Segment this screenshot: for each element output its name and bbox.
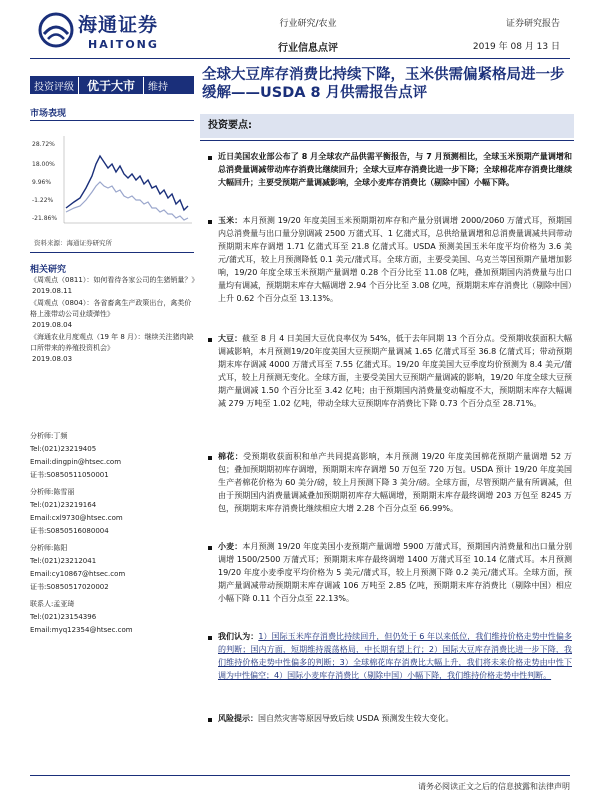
market-performance-chart <box>30 128 196 228</box>
report-date: 2019 年 08 月 13 日 <box>472 42 560 52</box>
related-title: 《周观点（0804）：各省畜禽生产政策出台，禽类价格上涨带动公司业绩弹性》 <box>30 299 192 318</box>
cotton-label: 棉花： <box>218 452 244 461</box>
corn-label: 玉米： <box>218 216 243 225</box>
analyst-cert: 证书:S0850517020002 <box>30 583 109 591</box>
summary-paragraph <box>218 150 572 189</box>
bullet-icon <box>208 456 212 460</box>
wheat-label: 小麦： <box>218 542 243 551</box>
analyst-tel: Tel:(021)23219164 <box>30 501 97 509</box>
cotton-text: 受预期收获面积和单产共同提高影响，本月预测 19/20 年度美国棉花预期产量调增 52 万包；叠加预期期初库存调增，预期期末库存调增 50 万包至 720 万包。USDA 预计 19/20 年度美国生产者棉花价格为 60 美分/磅，较上月预测下降 3 美分/磅。全球方面，尽管预期产量有所调减，但由于预期国内消费量调减叠加预期期初库存大幅调增，预期期末库存最终调增 203 万包至 8245 万包，预期期末库存消费比继续相应大增 2.28 个百分点至 66.99%。 <box>218 452 573 513</box>
analyst-email[interactable]: Email:cxl9730@htsec.com <box>30 514 123 522</box>
analyst-card <box>30 486 196 538</box>
cotton-paragraph <box>218 450 572 515</box>
report-subcategory: 行业信息点评 <box>278 43 338 54</box>
bullet-icon <box>208 636 212 640</box>
rating-status: 维持 <box>148 81 169 93</box>
rating-value: 优于大市 <box>78 77 144 94</box>
report-title: 全球大豆库存消费比持续下降，玉米供需偏紧格局进一步缓解——USDA 8 月供需报告点评 <box>202 67 565 101</box>
analyst-email[interactable]: Email:cy10867@htsec.com <box>30 570 126 578</box>
analyst-cert: 证书:S0850511050001 <box>30 471 109 479</box>
analyst-role: 分析师:陈雪丽 <box>30 488 75 496</box>
analyst-card <box>30 430 196 482</box>
rating-bar <box>30 76 194 94</box>
corn-paragraph <box>218 214 572 305</box>
sidebar-divider <box>30 252 194 253</box>
list-item[interactable] <box>30 275 199 297</box>
svg-text:9.96%: 9.96% <box>32 179 52 186</box>
soy-paragraph <box>218 332 572 410</box>
wheat-text: 本月预测 19/20 年度美国小麦预期产量调增 5900 万蒲式耳，预期国内消费量和出口量分别调增 1500/2500 万蒲式耳；预期期末库存最终调增 1400 万蒲式耳至 10.14 亿蒲式耳。本月预测 19/20 年度小麦季度平均价格为 5 美元/蒲式耳，较上月预测下降 0.2 美元/蒲式耳。全球方面，预期产量调减带动预期期末库存调减 106 万吨至 2.85 亿吨，预期期末库存消费比（剔除中国）相应小幅下降 0.11 个百分点至 22.13%。 <box>218 542 573 603</box>
report-category: 行业研究/农业 <box>279 19 337 29</box>
svg-text:18.00%: 18.00% <box>32 161 55 168</box>
rating-label: 投资评级 <box>34 81 74 93</box>
related-research-list <box>30 275 199 366</box>
report-category-block <box>248 16 368 54</box>
related-title: 《周观点（0811）：如何看待各家公司的生猪销量？》 <box>30 276 199 284</box>
main-divider <box>200 140 574 141</box>
analyst-list <box>30 430 196 641</box>
analyst-tel: Tel:(021)23219405 <box>30 445 97 453</box>
analyst-tel: Tel:(021)23154396 <box>30 613 97 621</box>
risk-label: 风险提示： <box>218 714 258 723</box>
header-divider <box>30 58 570 59</box>
disclaimer-footer: 请务必阅读正文之后的信息披露和法律声明 <box>418 782 570 791</box>
risk-paragraph <box>218 712 572 725</box>
related-date: 2019.08.11 <box>32 287 73 295</box>
bullet-icon <box>208 718 212 722</box>
svg-text:-21.86%: -21.86% <box>32 215 58 222</box>
bullet-icon <box>208 156 212 160</box>
summary-text: 近日美国农业部公布了 8 月全球农产品供需平衡报告，与 7 月预测相比，全球玉米预期产量调增和总消费量调减带动库存消费比继续回升；全球大豆库存消费比进一步下降；全球棉花库存消费比继续大幅回升；主要受预期产量调减影响，全球小麦库存消费比（剔除中国）小幅下降。 <box>218 152 572 187</box>
analyst-card <box>30 598 196 637</box>
related-heading: 相关研究 <box>30 265 67 275</box>
soy-label: 大豆： <box>218 334 243 343</box>
investment-highlights-heading: 投资要点: <box>200 114 574 138</box>
related-date: 2019.08.04 <box>32 321 73 329</box>
sidebar-divider <box>30 120 194 121</box>
analyst-email[interactable]: Email:myq12354@htsec.com <box>30 626 133 634</box>
report-type: 证券研究报告 <box>505 19 560 29</box>
list-item[interactable] <box>30 298 196 331</box>
view-label: 我们认为： <box>218 632 259 641</box>
bullet-icon <box>208 546 212 550</box>
footer-divider <box>30 775 570 776</box>
analyst-cert: 证书:S0850516080004 <box>30 527 109 535</box>
svg-text:-1.22%: -1.22% <box>32 197 54 204</box>
risk-text: 国自然灾害等原因导致后续 USDA 预测发生较大变化。 <box>258 714 454 723</box>
analyst-card <box>30 542 196 594</box>
analyst-role: 分析师:陈阳 <box>30 544 68 552</box>
haitong-logo <box>34 10 164 60</box>
view-paragraph <box>218 630 572 682</box>
bullet-icon <box>208 338 212 342</box>
related-date: 2019.08.03 <box>32 355 73 363</box>
market-heading: 市场表现 <box>30 109 67 119</box>
report-meta-block <box>473 16 560 52</box>
chart-source: 资料来源：海通证券研究所 <box>34 239 112 247</box>
corn-text: 本月预测 19/20 年度美国玉米预期期初库存和产量分别调增 2000/2060 万蒲式耳，预期国内总消费量与出口量分别调减 2500 万蒲式耳、1 亿蒲式耳，总供给量调增和总消费量调减共同带动预期期末库存调增 1.71 亿蒲式耳至 21.8 亿蒲式耳。USDA 预测美国玉米年度平均价格为 3.6 美元/蒲式耳，较上月预测降低 0.1 美元/蒲式耳。全球方面，主要受美国、乌克兰等国预期产量增加影响，19/20 年度全球玉米预期产量调增 0.28 个百分比至 11.08 亿吨，叠加预期国内消费量与出口量均有调减，预期期末库存大幅调增 2.94 个百分比至 3.08 亿吨，预期期末库存消费比（剔除中国）上升 0.62 个百分点至 13.13%。 <box>218 216 572 303</box>
bullet-icon <box>208 220 212 224</box>
haitong-logo-mark-icon <box>38 12 74 48</box>
svg-text:28.72%: 28.72% <box>32 141 55 148</box>
wheat-paragraph <box>218 540 572 605</box>
logo-text-en: HAITONG <box>88 38 159 51</box>
analyst-role: 联系人:孟亚琦 <box>30 600 75 608</box>
list-item[interactable] <box>30 332 196 365</box>
soy-text: 截至 8 月 4 日美国大豆优良率仅为 54%，低于去年同期 13 个百分点。受预期收获面积大幅调减影响，本月预测19/20年度美国大豆预期产量调减 1.65 亿蒲式耳至 36.8 亿蒲式耳；带动预期期末库存调减 4000 万蒲式耳至 7.55 亿蒲式耳。19/20 年度美国大豆季度均价预测为 8.4 美元/蒲式耳，较上月预测无变化。全球方面，主要受美国大豆预期产量调减的影响，19/20 年度全球大豆预期产量调减 1.50 个百分比至 3.42 亿吨；由于预期国内消费量变动幅度不大，预期期末库存大幅调减 279 万吨至 1.02 亿吨，带动全球大豆预期库存消费比下降 0.73 个百分点至 28.71%。 <box>218 334 572 408</box>
view-text: 1）国际玉米库存消费比持续回升，但仍处于 6 年以来低位，我们维持价格走势中性偏多的判断；国内方面，短期维持震荡格局，中长期有望上行；2）国际大豆库存消费比进一步下降，我们维持价格走势中性偏多的判断；3）全球棉花库存消费比大幅上升，我们将未来价格走势由中性下调为中性偏空；4）国际小麦库存消费比（剔除中国）小幅下降，我们维持价格走势中性判断。 <box>218 632 572 680</box>
analyst-email[interactable]: Email:dingpin@htsec.com <box>30 458 122 466</box>
analyst-role: 分析师:丁频 <box>30 432 68 440</box>
analyst-tel: Tel:(021)23212041 <box>30 557 97 565</box>
logo-text-cn: 海通证券 <box>78 14 159 36</box>
related-title: 《海通农业月度观点（19 年 8 月）：继续关注猪肉缺口所带来的养殖投资机会》 <box>30 333 194 352</box>
